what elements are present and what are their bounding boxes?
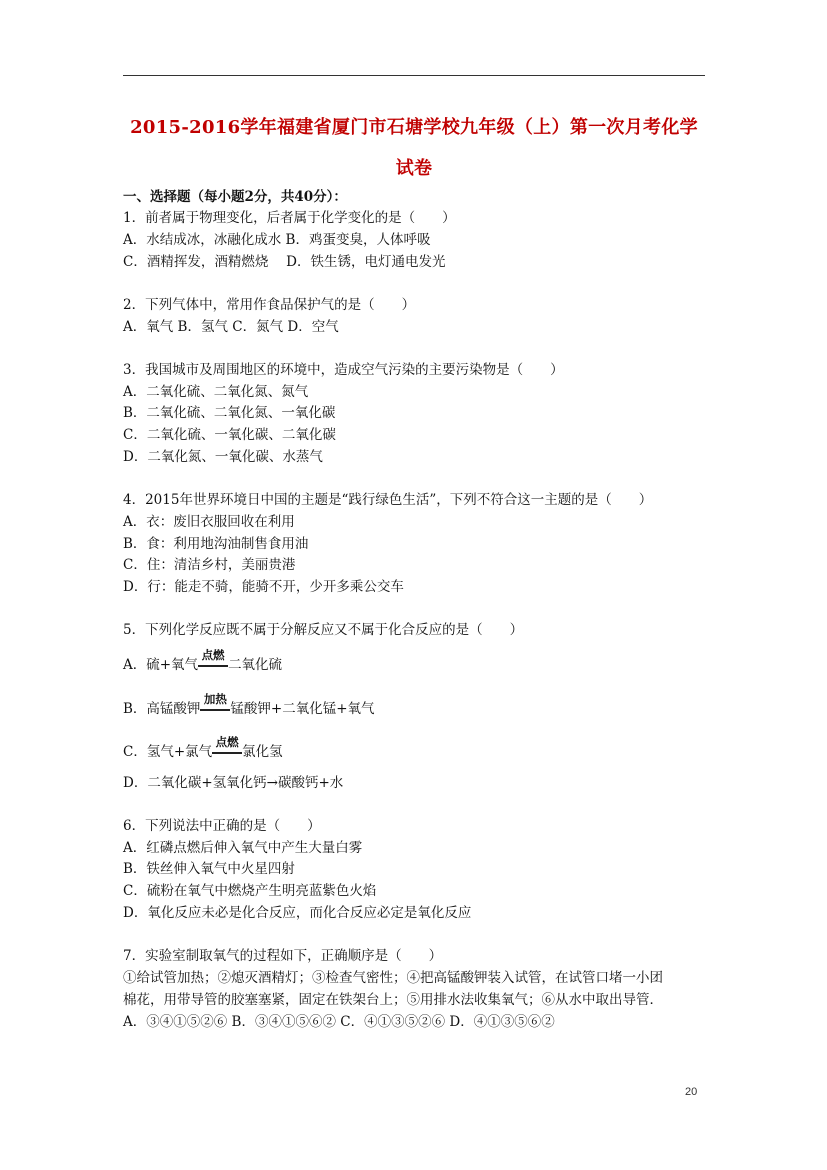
question-1-options-ab: A．水结成冰，冰融化成水 B．鸡蛋变臭，人体呼吸 — [123, 232, 431, 248]
question-7-steps-line-1: ①给试管加热；②熄灭酒精灯；③检查气密性；④把高锰酸钾装入试管，在试管口堵一小团 — [123, 970, 663, 986]
header-rule — [123, 75, 705, 76]
question-7-stem: 7．实验室制取氧气的过程如下，正确顺序是（ ） — [123, 948, 443, 964]
reaction-condition: 点燃 — [201, 647, 225, 662]
question-4-option-b: B．食：利用地沟油制售食用油 — [123, 536, 309, 552]
products: 二氧化硫 — [228, 657, 283, 673]
question-5-option-a — [123, 647, 283, 674]
question-3-option-d: D．二氧化氮、一氧化碳、水蒸气 — [123, 449, 323, 465]
reactants: B．高锰酸钾 — [123, 701, 201, 717]
question-5-stem: 5．下列化学反应既不属于分解反应又不属于化合反应的是（ ） — [123, 622, 524, 638]
question-1-stem: 1．前者属于物理变化，后者属于化学变化的是（ ） — [123, 210, 456, 226]
question-5-option-b — [123, 691, 375, 718]
products: 氯化氢 — [242, 744, 283, 760]
question-5-option-c — [123, 734, 283, 761]
question-3-option-b: B．二氧化硫、二氧化氮、一氧化碳 — [123, 405, 336, 421]
question-3-stem: 3．我国城市及周围地区的环境中，造成空气污染的主要污染物是（ ） — [123, 362, 564, 378]
question-6-option-b: B．铁丝伸入氧气中火星四射 — [123, 861, 295, 877]
reaction-condition: 点燃 — [215, 734, 239, 749]
reaction-arrow — [198, 647, 228, 673]
question-6-option-d: D．氧化反应未必是化合反应，而化合反应必定是氧化反应 — [123, 905, 472, 921]
question-7-steps-line-2: 棉花，用带导管的胶塞塞紧，固定在铁架台上；⑤用排水法收集氧气；⑥从水中取出导管． — [123, 992, 663, 1008]
question-2-stem: 2．下列气体中，常用作食品保护气的是（ ） — [123, 297, 416, 313]
question-4-stem: 4．2015年世界环境日中国的主题是“践行绿色生活”，下列不符合这一主题的是（ ） — [123, 492, 653, 508]
reaction-condition: 加热 — [203, 691, 227, 706]
products: 锰酸钾+二氧化锰+氧气 — [230, 701, 375, 717]
question-2-options: A．氧气 B．氢气 C．氮气 D．空气 — [123, 319, 339, 335]
reactants: C．氢气+氯气 — [123, 744, 213, 760]
reaction-arrow — [212, 734, 242, 760]
question-1-options-cd: C．酒精挥发，酒精燃烧 D．铁生锈，电灯通电发光 — [123, 254, 446, 270]
page-number: 20 — [685, 1086, 698, 1098]
question-5-option-d: D．二氧化碳+氢氧化钙→碳酸钙+水 — [123, 775, 344, 791]
question-3-option-a: A．二氧化硫、二氧化氮、氮气 — [123, 384, 309, 400]
document-title: 2015-2016学年福建省厦门市石塘学校九年级（上）第一次月考化学 — [130, 117, 698, 138]
question-3-option-c: C．二氧化硫、一氧化碳、二氧化碳 — [123, 427, 336, 443]
reaction-arrow — [200, 691, 230, 717]
question-4-option-c: C．住：清洁乡村，美丽贵港 — [123, 557, 296, 573]
question-4-option-a: A．衣：废旧衣服回收在利用 — [123, 514, 295, 530]
question-7-options: A．③④①⑤②⑥ B．③④①⑤⑥② C．④①③⑤②⑥ D．④①③⑤⑥② — [123, 1014, 555, 1030]
reactants: A．硫+氧气 — [123, 657, 199, 673]
document-title-continued: 试卷 — [395, 158, 433, 179]
question-6-option-c: C．硫粉在氧气中燃烧产生明亮蓝紫色火焰 — [123, 883, 377, 899]
question-6-stem: 6．下列说法中正确的是（ ） — [123, 818, 321, 834]
question-4-option-d: D．行：能走不骑，能骑不开，少开多乘公交车 — [123, 579, 404, 595]
section-heading: 一、选择题（每小题2分，共40分）： — [123, 189, 347, 205]
question-6-option-a: A．红磷点燃后伸入氧气中产生大量白雾 — [123, 840, 363, 856]
